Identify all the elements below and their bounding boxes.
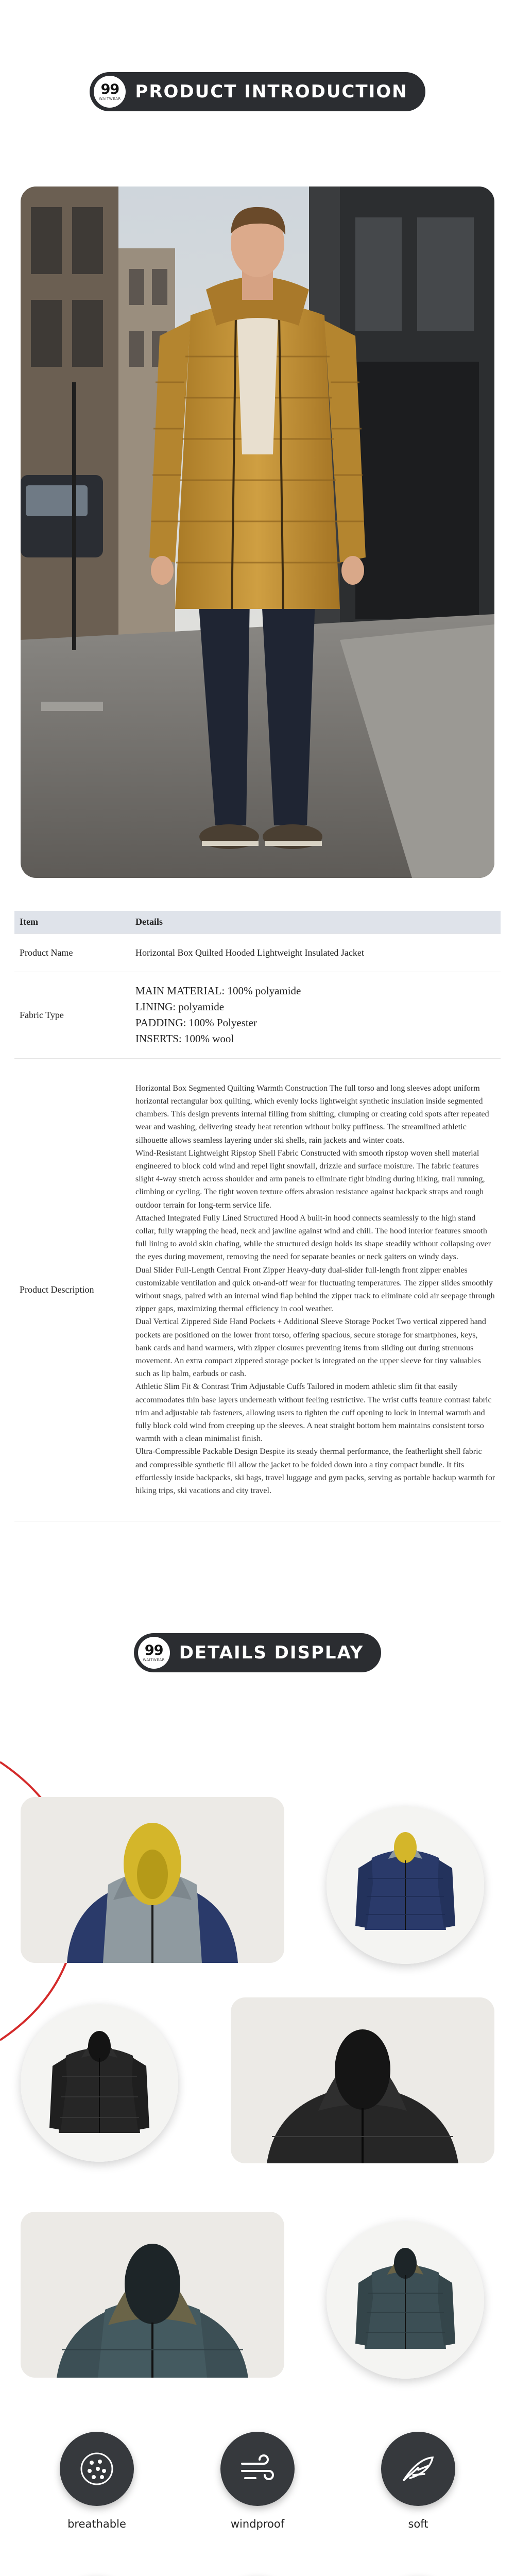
product-description-value [130, 1058, 501, 1521]
details-title: DETAILS DISPLAY [179, 1642, 364, 1663]
feature-circle [220, 2432, 295, 2506]
feature-breathable [45, 2432, 148, 2531]
fabric-line-padding: PADDING: 100% Polyester [135, 1016, 258, 1029]
fabric-type-label: Fabric Type [14, 972, 130, 1058]
feature-label: windproof [230, 2518, 285, 2530]
details-title-pill [134, 1633, 382, 1672]
feature-soft [367, 2432, 470, 2531]
brand-logo-word: WAITWEAR [143, 1658, 165, 1662]
feature-windproof [206, 2432, 309, 2531]
description-paragraph: Ultra-Compressible Packable Design Despite its steady thermal performance, the featherlight shell fabric and compressible synthetic fill allow the jacket to be folded down into a tiny compact bundle. It fits effortlessly inside backpacks, ski bags, travel luggage and gym packs, serving as portable backup warmth for hiking trips, ski vacations and city travel. [135, 1447, 495, 1496]
description-paragraph: Dual Vertical Zippered Side Hand Pockets + Additional Sleeve Storage Pocket Two vertical zippered hand pockets are positioned on the lower front torso, offering spacious, secure storage for smartphones, keys, bank cards and hand warmers, with zipper closures preventing items from sliding out during strenuous movement. An extra compact zippered storage pocket is integrated on the upper sleeve for tiny valuables such as lip balm, earbuds or cash. [135, 1317, 486, 1379]
feature-label: breathable [67, 2518, 126, 2530]
feature-circle [60, 2432, 134, 2506]
table-row [14, 934, 501, 972]
intro-title-pill [90, 72, 425, 111]
spec-table [14, 911, 501, 1521]
fabric-type-value [130, 972, 501, 1058]
description-paragraph: Athletic Slim Fit & Contrast Trim Adjustable Cuffs Tailored in modern athletic slim fit that easily accommodates thin base layers underneath without feeling restrictive. The wrist cuffs feature contrast fabric trim and adjustable tab fasteners, allowing users to tighten the cuff opening to lock in internal warmth and fully block cold wind from creeping up the sleeves. A neat straight bottom hem maintains consistent torso warmth with a clean minimalist finish. [135, 1382, 492, 1444]
feature-label: soft [408, 2518, 428, 2530]
product-name-value: Horizontal Box Quilted Hooded Lightweight Insulated Jacket [130, 934, 501, 972]
feather-icon [398, 2448, 439, 2489]
description-paragraph: Wind-Resistant Lightweight Ripstop Shell Fabric Constructed with smooth ripstop woven shell material engineered to block cold wind and repel light snowfall, drizzle and surface moisture. The fabric features slight 4-way stretch across shoulder and arm panels to eliminate tight binding during hiking, trail running, climbing or cycling. The tight woven texture offers abrasion resistance against backpack straps and rough outdoor terrain for long-term service life. [135, 1148, 485, 1210]
description-paragraph: Attached Integrated Fully Lined Structured Hood A built-in hood connects seamlessly to the high stand collar, fully wrapping the head, neck and jawline against wind and chill. The hood interior features smooth full lining to avoid skin chafing, while the structured design holds its shape steadily without collapsing over the eyes during movement, removing the need for separate beanies or neck gaiters on windy days. [135, 1213, 491, 1262]
hero-model-photo [21, 187, 494, 878]
table-row [14, 972, 501, 1058]
fabric-line-inserts: INSERTS: 100% wool [135, 1032, 234, 1045]
detail-photo-navy-hood [21, 1797, 284, 1963]
detail-photo-navy-jacket [327, 1806, 484, 1964]
table-row [14, 1058, 501, 1521]
product-description-label: Product Description [14, 1058, 130, 1521]
description-paragraph: Horizontal Box Segmented Quilting Warmth Construction The full torso and long sleeves adopt uniform horizontal rectangular box quilting, which evenly locks lightweight synthetic insulation inside segmented chambers. This design prevents internal filling from shifting, clumping or creating cold spots after repeated wear and washing, delivering steady heat retention without bulky puffiness. The streamlined athletic silhouette allows seamless layering under ski shells, rain jackets and winter coats. [135, 1083, 489, 1145]
detail-photo-teal-hood [21, 2212, 284, 2378]
fabric-line-main: MAIN MATERIAL: 100% polyamide [135, 985, 301, 997]
detail-photo-black-hood [231, 1997, 494, 2163]
brand-logo-number: 99 [100, 81, 119, 97]
breathable-icon [76, 2448, 117, 2489]
brand-logo-number: 99 [144, 1642, 163, 1658]
header-item: Item [14, 911, 130, 934]
description-paragraph: Dual Slider Full-Length Central Front Zipper Heavy-duty dual-slider full-length front zipper enables customizable ventilation and quick on-and-off wear for fluctuating temperatures. The zipper slides smoothly without snags, paired with an internal wind flap behind the zipper track to eliminate cold air seepage through zipper gaps, maximizing thermal efficiency in cool weather. [135, 1265, 495, 1314]
table-header-row [14, 911, 501, 934]
fabric-line-lining: LINING: polyamide [135, 1001, 225, 1013]
brand-logo-word: WAITWEAR [99, 97, 121, 101]
brand-logo [138, 1637, 170, 1669]
header-details: Details [130, 911, 501, 934]
wind-icon [237, 2448, 278, 2489]
intro-title: PRODUCT INTRODUCTION [135, 81, 408, 102]
feature-circle [381, 2432, 455, 2506]
product-name-label: Product Name [14, 934, 130, 972]
intro-section-header [0, 69, 515, 115]
detail-photo-black-jacket [21, 2004, 178, 2162]
brand-logo [94, 76, 126, 108]
detail-photo-teal-jacket [327, 2221, 484, 2379]
details-section-header [0, 1630, 515, 1676]
